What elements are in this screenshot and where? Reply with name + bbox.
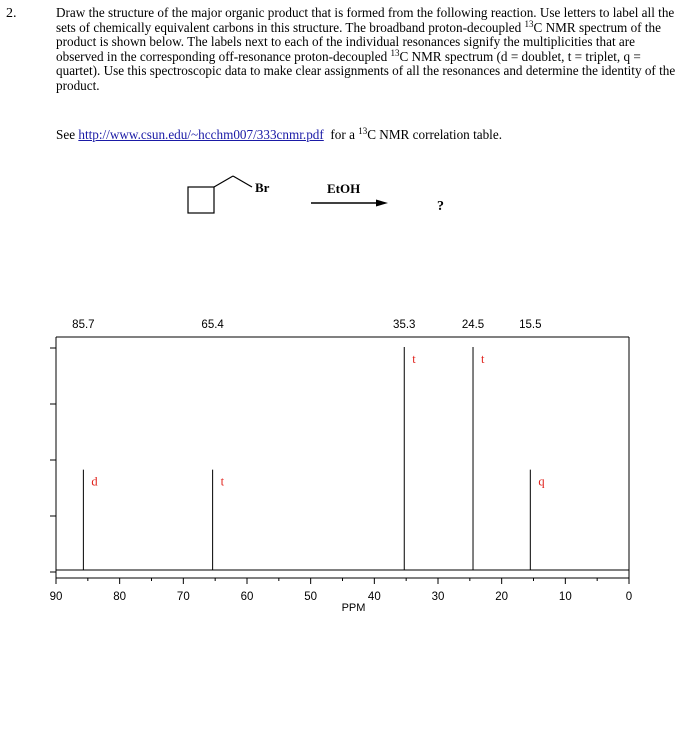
reference-prefix: See (56, 127, 79, 142)
peak-shift-label: 35.3 (393, 319, 416, 331)
correlation-table-link[interactable]: http://www.csun.edu/~hcchm007/333cnmr.pdf (78, 127, 324, 142)
peak-multiplicity-label: t (412, 352, 416, 366)
bromine-label: Br (255, 180, 270, 195)
x-tick-label: 70 (176, 591, 190, 603)
x-tick-label: 50 (304, 591, 318, 603)
x-tick-label: 30 (431, 591, 445, 603)
reference-mid: for a (323, 127, 359, 142)
reagent-label: EtOH (327, 181, 361, 196)
x-tick-label: 40 (367, 591, 381, 603)
spectrum-frame (56, 337, 629, 578)
isotope-superscript-1: 13 (524, 18, 534, 29)
x-tick-label: 90 (49, 591, 63, 603)
peak-multiplicity-label: t (220, 474, 225, 489)
isotope-superscript-2: 13 (390, 47, 400, 58)
question-text-part2: C NMR spectrum of the product is shown below. The labels next to each of the individual resonances signify the multiplicities that are observed in the corresponding off-resonance proton-decoupled (56, 19, 661, 64)
question-number: 2. (6, 6, 17, 21)
x-tick-label: 0 (625, 591, 633, 603)
x-tick-label: 10 (558, 591, 572, 603)
x-tick-label: 80 (113, 591, 127, 603)
peak-shift-label: 65.4 (201, 319, 224, 331)
x-tick-label: 20 (495, 591, 509, 603)
question-text-part1: Draw the structure of the major organic product that is formed from the following reaction. Use letters to label all the sets of chemically equivalent carbons in this structure. The broadband proton-decoupled (56, 5, 675, 35)
reference-suffix: C NMR correlation table. (367, 127, 502, 142)
peak-multiplicity-label: d (91, 474, 98, 489)
peak-shift-label: 85.7 (72, 319, 95, 331)
peak-shift-label: 15.5 (519, 319, 542, 331)
x-axis-label: PPM (341, 602, 366, 614)
x-tick-label: 60 (240, 591, 254, 603)
y-axis-ticks (50, 348, 56, 572)
peaks-layer (72, 319, 545, 570)
question-text-part3: C NMR spectrum (d = doublet, t = triplet, q = quartet). Use this spectroscopic data to make clear assignments of all the resonances and determine the identity of the product. (56, 48, 676, 93)
product-unknown-label: ? (437, 199, 444, 214)
x-axis-ticks (50, 578, 633, 603)
peak-multiplicity-label: t (481, 352, 485, 366)
peak-shift-label: 24.5 (461, 319, 485, 331)
peak-multiplicity-label: q (538, 474, 545, 489)
isotope-superscript-3: 13 (358, 126, 368, 136)
